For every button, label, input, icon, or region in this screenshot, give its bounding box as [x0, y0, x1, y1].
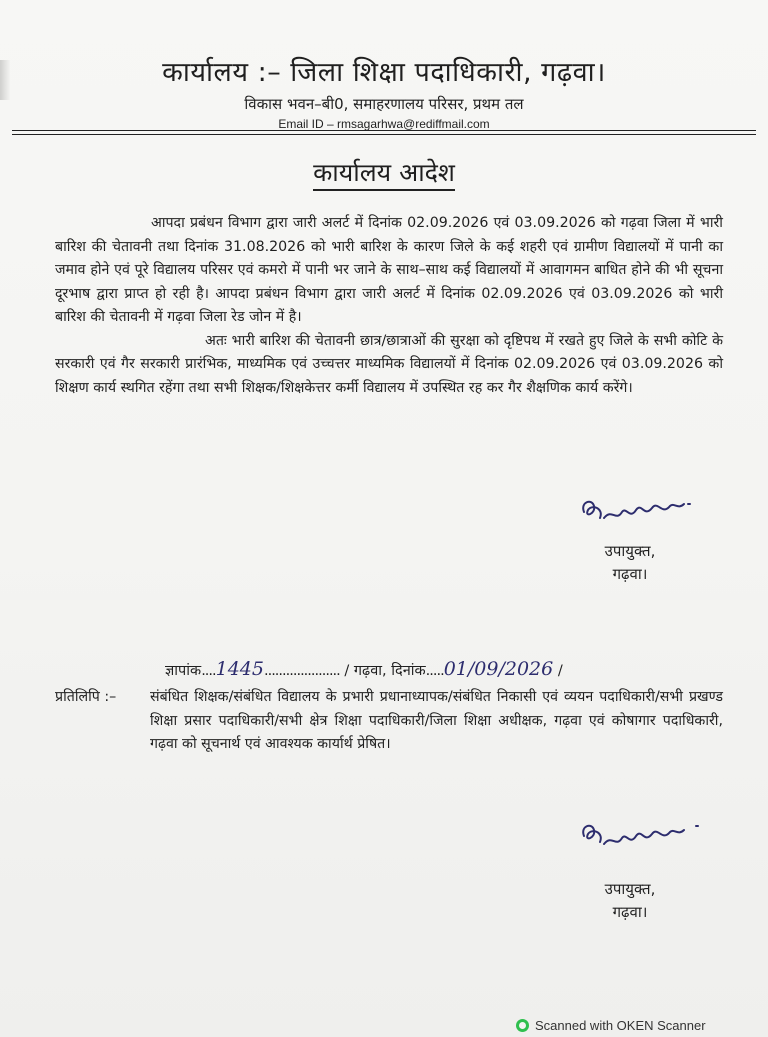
order-paragraph-2: अतः भारी बारिश की चेतावनी छात्र/छात्राओं की सुरक्षा को दृष्टिपथ में रखते हुए जिले के सभी कोटि के सरकारी एवं गैर सरकारी प्रारंभिक, माध्यमिक एवं उच्चत्तर माध्यमिक विद्यालयों में दिनांक 02.09.2026 एवं 03.09.2026 को शिक्षण कार्य स्थगित रहेंगा तथा सभी शिक्षक/शिक्षकेत्तर कर्मी विद्यालय में उपस्थित रह कर गैर शैक्षणिक कार्य करेंगे।: [55, 332, 723, 396]
memo-place: / गढ़वा, दिनांक: [344, 663, 426, 679]
scanner-watermark: [516, 1018, 706, 1033]
memo-end: /: [557, 663, 563, 679]
memo-number: 1445: [215, 658, 264, 680]
memo-line: [165, 658, 563, 680]
copy-to-block: [55, 686, 723, 757]
signature-1: [578, 488, 708, 538]
memo-dots: ....: [201, 663, 216, 679]
office-address: विकास भवन–बी0, समाहरणालय परिसर, प्रथम तल: [244, 95, 524, 113]
signature-2: [578, 812, 708, 862]
memo-dots: .....: [425, 663, 444, 679]
oken-scanner-logo-icon: [516, 1019, 529, 1032]
office-title: कार्यालय :– जिला शिक्षा पदाधिकारी, गढ़वा।: [162, 57, 606, 88]
header-rule-bottom: [12, 134, 756, 135]
scanner-text: Scanned with OKEN Scanner: [535, 1018, 706, 1033]
signatory-block-1: [560, 540, 700, 586]
order-heading-text: कार्यालय आदेश: [313, 158, 455, 191]
copy-recipients: संबंधित शिक्षक/संबंधित विद्यालय के प्रभारी प्रधानाध्यापक/संबंधित निकासी एवं व्ययन पदाधिकारी/सभी प्रखण्ड शिक्षा प्रसार पदाधिकारी/सभी क्षेत्र शिक्षा पदाधिकारी/जिला शिक्षा अधीक्षक, गढ़वा एवं कोषागार पदाधिकारी, गढ़वा को सूचनार्थ एवं आवश्यक कार्यार्थ प्रेषित।: [150, 689, 723, 752]
signatory-place: गढ़वा।: [612, 565, 648, 583]
memo-label: ज्ञापांक: [165, 663, 202, 679]
signatory-block-2: [560, 878, 700, 924]
office-email: Email ID – rmsagarhwa@rediffmail.com: [278, 117, 490, 131]
memo-dots: .....................: [263, 663, 340, 679]
signatory-designation: उपायुक्त,: [604, 880, 656, 898]
signatory-designation: उपायुक्त,: [604, 542, 656, 560]
order-body: [55, 212, 723, 400]
memo-date: 01/09/2026: [443, 658, 554, 680]
copy-label: प्रतिलिपि :–: [55, 689, 117, 705]
order-heading: [0, 155, 768, 189]
order-paragraph-1: आपदा प्रबंधन विभाग द्वारा जारी अलर्ट में दिनांक 02.09.2026 एवं 03.09.2026 को गढ़वा जिला में भारी बारिश की चेतावनी तथा दिनांक 31.08.2026 को भारी बारिश के कारण जिले के कई शहरी एवं ग्रामीण विद्यालयों में पानी का जमाव होने एवं पूरे विद्यालय परिसर एवं कमरो में पानी भर जाने के साथ–साथ कई विद्यालयों में आवागमन बाधित होने की भी सूचना दूरभाष द्वारा प्राप्त हो रही है। आपदा प्रबंधन विभाग द्वारा जारी अलर्ट में दिनांक 02.09.2026 एवं 03.09.2026 को भारी बारिश की चेतावनी में गढ़वा जिला रेड जोन में है।: [55, 215, 723, 325]
signatory-place: गढ़वा।: [612, 903, 648, 921]
header-rule-top: [12, 130, 756, 131]
